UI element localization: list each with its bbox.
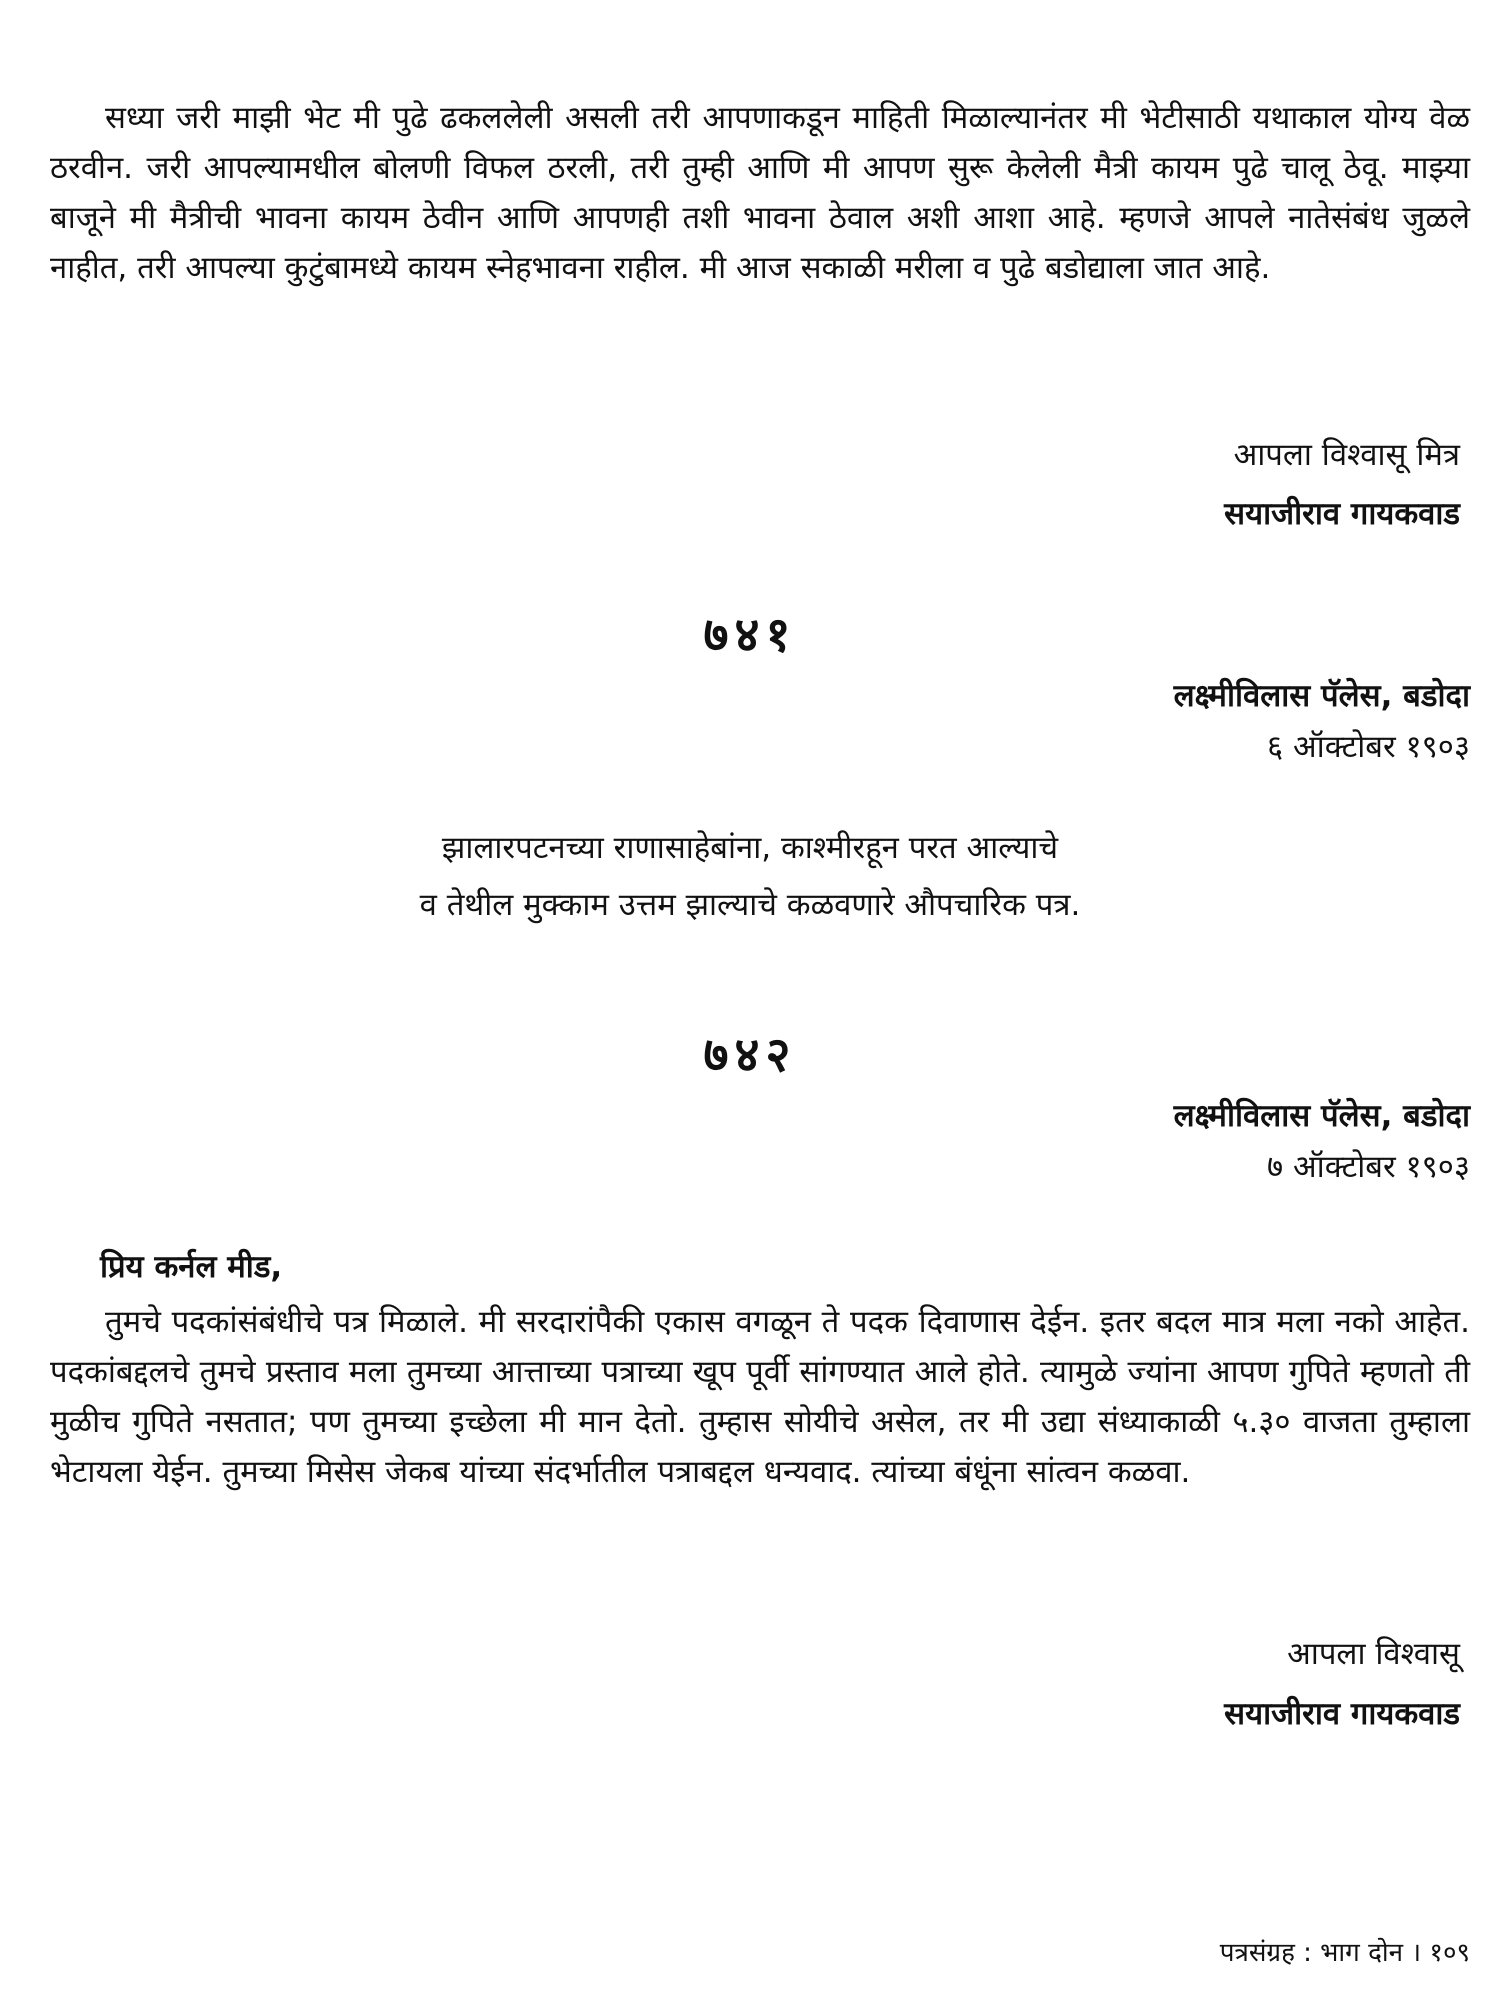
letter-741-number: ७४१	[703, 607, 797, 663]
letter-742-closing: आपला विश्वासू	[1287, 1636, 1460, 1672]
page-footer: पत्रसंग्रह : भाग दोन । १०९	[1219, 1938, 1470, 1968]
letter-742-salutation: प्रिय कर्नल मीड,	[100, 1249, 283, 1285]
letter-741-date: ६ ऑक्टोबर १९०३	[1267, 729, 1470, 765]
letter-740-body	[50, 93, 1470, 293]
letter-742-signature: सयाजीराव गायकवाड	[1224, 1696, 1460, 1732]
letter-742-date: ७ ऑक्टोबर १९०३	[1267, 1149, 1470, 1185]
letter-741-summary-line-2: व तेथील मुक्काम उत्तम झाल्याचे कळवणारे औपचारिक पत्र.	[419, 887, 1081, 923]
letter-742-body-text: तुमचे पदकांसंबंधीचे पत्र मिळाले. मी सरदारांपैकी एकास वगळून ते पदक दिवाणास देईन. इतर बदल मात्र मला नको आहेत. पदकांबद्दलचे तुमचे प्रस्ताव मला तुमच्या आत्ताच्या पत्राच्या खूप पूर्वी सांगण्यात आले होते. त्यामुळे ज्यांना आपण गुपिते म्हणतो ती मुळीच गुपिते नसतात; पण तुमच्या इच्छेला मी मान देतो. तुम्हास सोयीचे असेल, तर मी उद्या संध्याकाळी ५.३० वाजता तुम्हाला भेटायला येईन. तुमच्या मिसेस जेकब यांच्या संदर्भातील पत्राबद्दल धन्यवाद. त्यांच्या बंधूंना सांत्वन कळवा.	[50, 1304, 1470, 1490]
letter-741-place: लक्ष्मीविलास पॅलेस, बडोदा	[1173, 678, 1470, 714]
letter-742-place: लक्ष्मीविलास पॅलेस, बडोदा	[1173, 1098, 1470, 1134]
letter-742-number: ७४२	[703, 1027, 797, 1083]
letter-741-summary-line-1: झालारपटनच्या राणासाहेबांना, काश्मीरहून परत आल्याचे	[441, 830, 1059, 866]
letter-740-signature: सयाजीराव गायकवाड	[1224, 496, 1460, 532]
letter-740-body-text: सध्या जरी माझी भेट मी पुढे ढकललेली असली तरी आपणाकडून माहिती मिळाल्यानंतर मी भेटीसाठी यथाकाल योग्य वेळ ठरवीन. जरी आपल्यामधील बोलणी विफल ठरली, तरी तुम्ही आणि मी आपण सुरू केलेली मैत्री कायम पुढे चालू ठेवू. माझ्या बाजूने मी मैत्रीची भावना कायम ठेवीन आणि आपणही तशी भावना ठेवाल अशी आशा आहे. म्हणजे आपले नातेसंबंध जुळले नाहीत, तरी आपल्या कुटुंबामध्ये कायम स्नेहभावना राहील. मी आज सकाळी मरीला व पुढे बडोद्याला जात आहे.	[50, 100, 1470, 286]
letter-742-body	[50, 1297, 1470, 1497]
letter-740-closing: आपला विश्वासू मित्र	[1233, 437, 1460, 473]
